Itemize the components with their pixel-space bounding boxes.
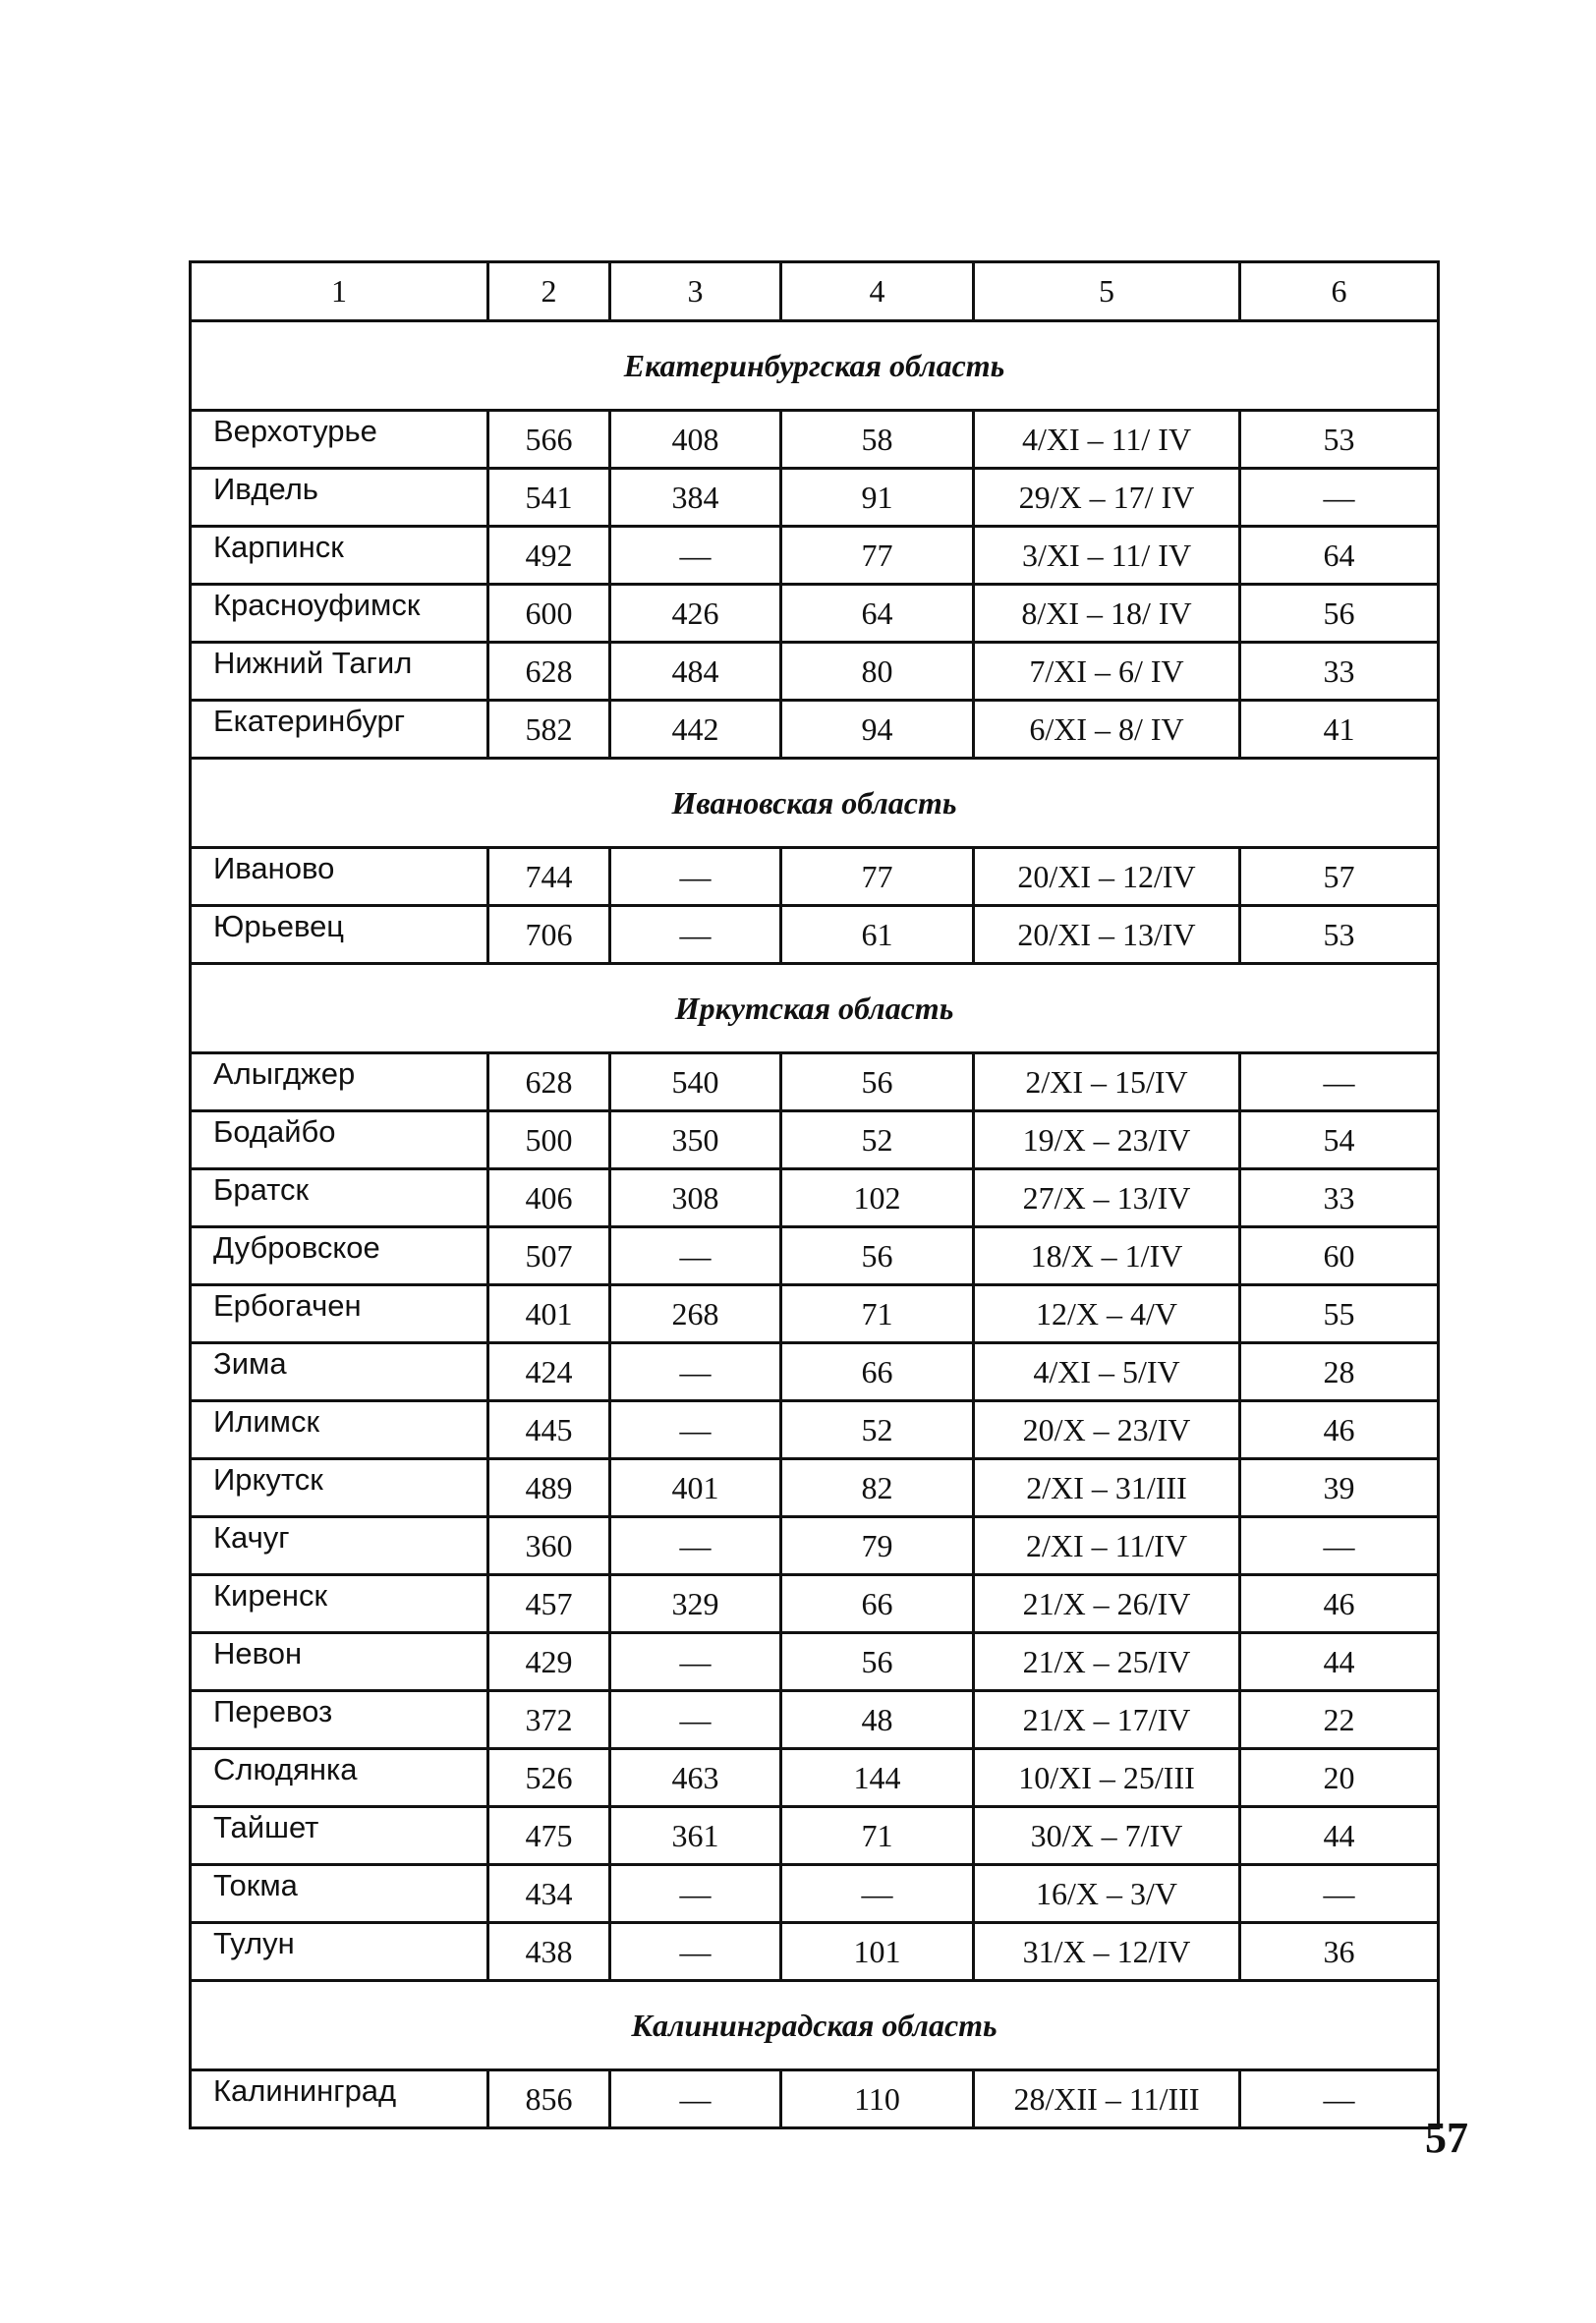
value-cell: — — [1240, 469, 1439, 527]
value-cell: — — [610, 848, 781, 906]
value-cell: 600 — [488, 585, 610, 643]
city-name-cell: Токма — [191, 1865, 488, 1923]
value-cell: 77 — [781, 527, 974, 585]
value-cell: — — [610, 1343, 781, 1401]
value-cell: 30/X – 7/IV — [974, 1807, 1240, 1865]
column-header: 6 — [1240, 262, 1439, 321]
table-row — [191, 1053, 1439, 1111]
value-cell: 101 — [781, 1923, 974, 1981]
value-cell: 429 — [488, 1633, 610, 1691]
value-cell: — — [1240, 2070, 1439, 2128]
value-cell: 426 — [610, 585, 781, 643]
value-cell: 540 — [610, 1053, 781, 1111]
value-cell: — — [610, 1401, 781, 1459]
table-row — [191, 1517, 1439, 1575]
value-cell: 102 — [781, 1169, 974, 1227]
value-cell: 489 — [488, 1459, 610, 1517]
value-cell: 484 — [610, 643, 781, 701]
table-row — [191, 1691, 1439, 1749]
table-row — [191, 585, 1439, 643]
column-header: 3 — [610, 262, 781, 321]
value-cell: — — [610, 1923, 781, 1981]
value-cell: 79 — [781, 1517, 974, 1575]
column-header: 2 — [488, 262, 610, 321]
value-cell: 401 — [488, 1285, 610, 1343]
value-cell: 33 — [1240, 643, 1439, 701]
city-name-cell: Верхотурье — [191, 411, 488, 469]
value-cell: 56 — [1240, 585, 1439, 643]
value-cell: 29/X – 17/ IV — [974, 469, 1240, 527]
value-cell: 71 — [781, 1285, 974, 1343]
climate-data-table — [189, 260, 1440, 2129]
value-cell: 31/X – 12/IV — [974, 1923, 1240, 1981]
value-cell: — — [610, 1691, 781, 1749]
value-cell: 28/XII – 11/III — [974, 2070, 1240, 2128]
value-cell: 2/XI – 11/IV — [974, 1517, 1240, 1575]
city-name-cell: Братск — [191, 1169, 488, 1227]
value-cell: 361 — [610, 1807, 781, 1865]
value-cell: 350 — [610, 1111, 781, 1169]
city-name-cell: Невон — [191, 1633, 488, 1691]
value-cell: 71 — [781, 1807, 974, 1865]
value-cell: 110 — [781, 2070, 974, 2128]
table-row — [191, 1633, 1439, 1691]
value-cell: 384 — [610, 469, 781, 527]
value-cell: 308 — [610, 1169, 781, 1227]
table-row — [191, 469, 1439, 527]
value-cell: — — [1240, 1517, 1439, 1575]
value-cell: 39 — [1240, 1459, 1439, 1517]
value-cell: 91 — [781, 469, 974, 527]
city-name-cell: Киренск — [191, 1575, 488, 1633]
value-cell: 507 — [488, 1227, 610, 1285]
value-cell: 268 — [610, 1285, 781, 1343]
value-cell: 64 — [1240, 527, 1439, 585]
value-cell: 526 — [488, 1749, 610, 1807]
region-title: Ивановская область — [191, 759, 1439, 848]
value-cell: 56 — [781, 1053, 974, 1111]
value-cell: 16/X – 3/V — [974, 1865, 1240, 1923]
city-name-cell: Екатеринбург — [191, 701, 488, 759]
city-name-cell: Зима — [191, 1343, 488, 1401]
value-cell: 492 — [488, 527, 610, 585]
page-number: 57 — [1425, 2114, 1468, 2162]
city-name-cell: Перевоз — [191, 1691, 488, 1749]
value-cell: 442 — [610, 701, 781, 759]
city-name-cell: Тайшет — [191, 1807, 488, 1865]
table-row — [191, 527, 1439, 585]
value-cell: — — [610, 1633, 781, 1691]
value-cell: 18/X – 1/IV — [974, 1227, 1240, 1285]
value-cell: 4/XI – 11/ IV — [974, 411, 1240, 469]
region-section-row — [191, 964, 1439, 1053]
value-cell: 66 — [781, 1575, 974, 1633]
city-name-cell: Ивдель — [191, 469, 488, 527]
value-cell: 457 — [488, 1575, 610, 1633]
table-row — [191, 1111, 1439, 1169]
value-cell: 58 — [781, 411, 974, 469]
table-row — [191, 1865, 1439, 1923]
value-cell: 22 — [1240, 1691, 1439, 1749]
value-cell: 44 — [1240, 1633, 1439, 1691]
city-name-cell: Иркутск — [191, 1459, 488, 1517]
table-row — [191, 643, 1439, 701]
value-cell: — — [610, 1517, 781, 1575]
value-cell: 475 — [488, 1807, 610, 1865]
value-cell: 3/XI – 11/ IV — [974, 527, 1240, 585]
value-cell: 33 — [1240, 1169, 1439, 1227]
table-row — [191, 906, 1439, 964]
value-cell: 55 — [1240, 1285, 1439, 1343]
city-name-cell: Юрьевец — [191, 906, 488, 964]
value-cell: — — [610, 1227, 781, 1285]
city-name-cell: Тулун — [191, 1923, 488, 1981]
value-cell: 541 — [488, 469, 610, 527]
value-cell: 21/X – 17/IV — [974, 1691, 1240, 1749]
value-cell: 53 — [1240, 411, 1439, 469]
value-cell: 21/X – 26/IV — [974, 1575, 1240, 1633]
value-cell: 36 — [1240, 1923, 1439, 1981]
value-cell: 856 — [488, 2070, 610, 2128]
table-row — [191, 2070, 1439, 2128]
value-cell: 56 — [781, 1227, 974, 1285]
table-row — [191, 701, 1439, 759]
value-cell: 329 — [610, 1575, 781, 1633]
value-cell: 406 — [488, 1169, 610, 1227]
table-row — [191, 1285, 1439, 1343]
city-name-cell: Ербогачен — [191, 1285, 488, 1343]
value-cell: 6/XI – 8/ IV — [974, 701, 1240, 759]
value-cell: 41 — [1240, 701, 1439, 759]
value-cell: 744 — [488, 848, 610, 906]
value-cell: 401 — [610, 1459, 781, 1517]
value-cell: 21/X – 25/IV — [974, 1633, 1240, 1691]
value-cell: 10/XI – 25/III — [974, 1749, 1240, 1807]
value-cell: 8/XI – 18/ IV — [974, 585, 1240, 643]
table-body — [191, 321, 1439, 2128]
value-cell: 54 — [1240, 1111, 1439, 1169]
value-cell: 20/X – 23/IV — [974, 1401, 1240, 1459]
value-cell: 44 — [1240, 1807, 1439, 1865]
table-row — [191, 1749, 1439, 1807]
value-cell: 360 — [488, 1517, 610, 1575]
value-cell: 77 — [781, 848, 974, 906]
value-cell: 463 — [610, 1749, 781, 1807]
table-row — [191, 1401, 1439, 1459]
city-name-cell: Калининград — [191, 2070, 488, 2128]
table-row — [191, 411, 1439, 469]
city-name-cell: Иваново — [191, 848, 488, 906]
value-cell: — — [610, 1865, 781, 1923]
value-cell: 628 — [488, 1053, 610, 1111]
value-cell: 438 — [488, 1923, 610, 1981]
table-row — [191, 848, 1439, 906]
column-header: 4 — [781, 262, 974, 321]
value-cell: 20/XI – 13/IV — [974, 906, 1240, 964]
value-cell: — — [1240, 1053, 1439, 1111]
value-cell: 12/X – 4/V — [974, 1285, 1240, 1343]
value-cell: 28 — [1240, 1343, 1439, 1401]
city-name-cell: Карпинск — [191, 527, 488, 585]
value-cell: 566 — [488, 411, 610, 469]
value-cell: 434 — [488, 1865, 610, 1923]
table-row — [191, 1227, 1439, 1285]
city-name-cell: Илимск — [191, 1401, 488, 1459]
region-section-row — [191, 759, 1439, 848]
city-name-cell: Алыгджер — [191, 1053, 488, 1111]
value-cell: — — [610, 527, 781, 585]
value-cell: 56 — [781, 1633, 974, 1691]
city-name-cell: Дубровское — [191, 1227, 488, 1285]
table-row — [191, 1343, 1439, 1401]
value-cell: 582 — [488, 701, 610, 759]
city-name-cell: Нижний Тагил — [191, 643, 488, 701]
value-cell: 424 — [488, 1343, 610, 1401]
value-cell: 144 — [781, 1749, 974, 1807]
table-row — [191, 1575, 1439, 1633]
value-cell: 500 — [488, 1111, 610, 1169]
table-row — [191, 1923, 1439, 1981]
value-cell: 20 — [1240, 1749, 1439, 1807]
value-cell: 48 — [781, 1691, 974, 1749]
region-title: Екатеринбургская область — [191, 321, 1439, 411]
table-row — [191, 1459, 1439, 1517]
region-title: Калининградская область — [191, 1981, 1439, 2070]
value-cell: 408 — [610, 411, 781, 469]
value-cell: 46 — [1240, 1401, 1439, 1459]
value-cell: 628 — [488, 643, 610, 701]
value-cell: 53 — [1240, 906, 1439, 964]
value-cell: 82 — [781, 1459, 974, 1517]
value-cell: 4/XI – 5/IV — [974, 1343, 1240, 1401]
table-row — [191, 1807, 1439, 1865]
city-name-cell: Качуг — [191, 1517, 488, 1575]
city-name-cell: Красноуфимск — [191, 585, 488, 643]
region-title: Иркутская область — [191, 964, 1439, 1053]
value-cell: 706 — [488, 906, 610, 964]
value-cell: 80 — [781, 643, 974, 701]
region-section-row — [191, 1981, 1439, 2070]
city-name-cell: Слюдянка — [191, 1749, 488, 1807]
column-header: 5 — [974, 262, 1240, 321]
value-cell: 46 — [1240, 1575, 1439, 1633]
value-cell: 372 — [488, 1691, 610, 1749]
value-cell: — — [781, 1865, 974, 1923]
value-cell: — — [610, 2070, 781, 2128]
value-cell: 27/X – 13/IV — [974, 1169, 1240, 1227]
value-cell: 60 — [1240, 1227, 1439, 1285]
value-cell: 52 — [781, 1111, 974, 1169]
value-cell: 61 — [781, 906, 974, 964]
region-section-row — [191, 321, 1439, 411]
value-cell: 52 — [781, 1401, 974, 1459]
city-name-cell: Бодайбо — [191, 1111, 488, 1169]
value-cell: 2/XI – 31/III — [974, 1459, 1240, 1517]
value-cell: 64 — [781, 585, 974, 643]
column-header: 1 — [191, 262, 488, 321]
value-cell: — — [1240, 1865, 1439, 1923]
table-header-row — [191, 262, 1439, 321]
value-cell: 20/XI – 12/IV — [974, 848, 1240, 906]
value-cell: 66 — [781, 1343, 974, 1401]
value-cell: 7/XI – 6/ IV — [974, 643, 1240, 701]
value-cell: 19/X – 23/IV — [974, 1111, 1240, 1169]
value-cell: — — [610, 906, 781, 964]
value-cell: 94 — [781, 701, 974, 759]
value-cell: 445 — [488, 1401, 610, 1459]
value-cell: 2/XI – 15/IV — [974, 1053, 1240, 1111]
value-cell: 57 — [1240, 848, 1439, 906]
table-row — [191, 1169, 1439, 1227]
